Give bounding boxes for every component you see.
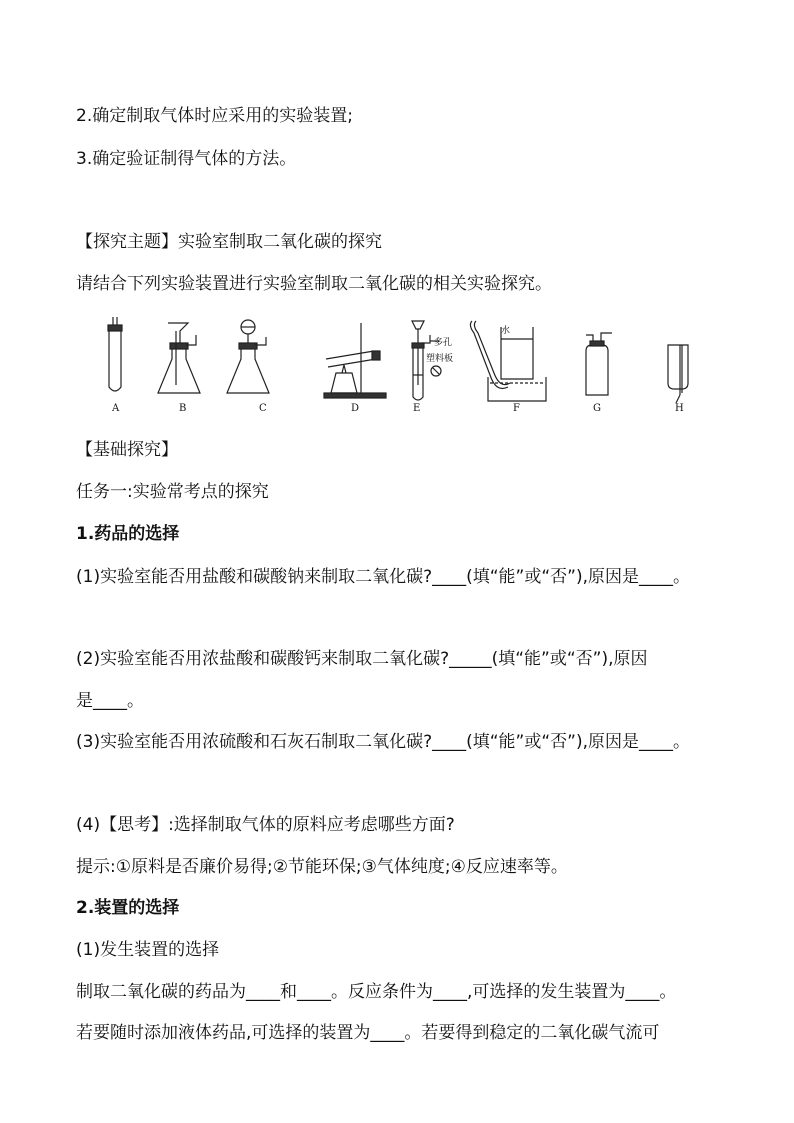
apparatus-a <box>108 317 122 391</box>
section-2-1-title: (1)发生装置的选择 <box>76 940 220 960</box>
label-h: H <box>675 403 684 414</box>
question-4: (4)【思考】:选择制取气体的原料应考虑哪些方面? <box>76 815 455 835</box>
paragraph-1: 制取二氧化碳的药品为____和____。反应条件为____,可选择的发生装置为____。 <box>76 982 677 1002</box>
apparatus-g <box>586 333 612 395</box>
apparatus-figure <box>96 315 736 417</box>
question-1: (1)实验室能否用盐酸和碳酸钠来制取二氧化碳?____(填“能”或“否”),原因是____。 <box>76 567 690 587</box>
label-g: G <box>593 403 601 414</box>
section-1-title: 1.药品的选择 <box>76 524 180 544</box>
task-1: 任务一:实验常考点的探究 <box>76 482 269 502</box>
section-2-title: 2.装置的选择 <box>76 898 180 918</box>
goal-2: 2.确定制取气体时应采用的实验装置; <box>76 106 353 126</box>
intro-text: 请结合下列实验装置进行实验室制取二氧化碳的相关实验探究。 <box>76 274 552 294</box>
basic-heading: 【基础探究】 <box>76 440 178 460</box>
topic-heading: 【探究主题】实验室制取二氧化碳的探究 <box>76 232 382 252</box>
porous-plate-label-1: 多孔 <box>434 338 453 348</box>
label-d: D <box>351 403 360 414</box>
label-e: E <box>413 403 421 414</box>
label-b: B <box>179 403 187 414</box>
apparatus-h <box>668 345 688 403</box>
label-f: F <box>513 403 520 414</box>
question-2-line-1: (2)实验室能否用浓盐酸和碳酸钙来制取二氧化碳?_____(填“能”或“否”),原因 <box>76 649 648 669</box>
water-label: 水 <box>501 326 511 336</box>
apparatus-c <box>227 320 269 393</box>
apparatus-svg <box>96 315 736 417</box>
apparatus-d <box>324 323 386 398</box>
hint-text: 提示:①原料是否廉价易得;②节能环保;③气体纯度;④反应速率等。 <box>76 857 568 877</box>
question-2-line-2: 是____。 <box>76 691 144 711</box>
label-c: C <box>259 403 267 414</box>
apparatus-b <box>158 323 200 393</box>
goal-3: 3.确定验证制得气体的方法。 <box>76 149 297 169</box>
question-3: (3)实验室能否用浓硫酸和石灰石制取二氧化碳?____(填“能”或“否”),原因是____。 <box>76 732 690 752</box>
label-a: A <box>112 403 120 414</box>
paragraph-2: 若要随时添加液体药品,可选择的装置为____。若要得到稳定的二氧化碳气流可 <box>76 1023 660 1043</box>
porous-plate-label-2: 塑料板 <box>426 354 454 364</box>
